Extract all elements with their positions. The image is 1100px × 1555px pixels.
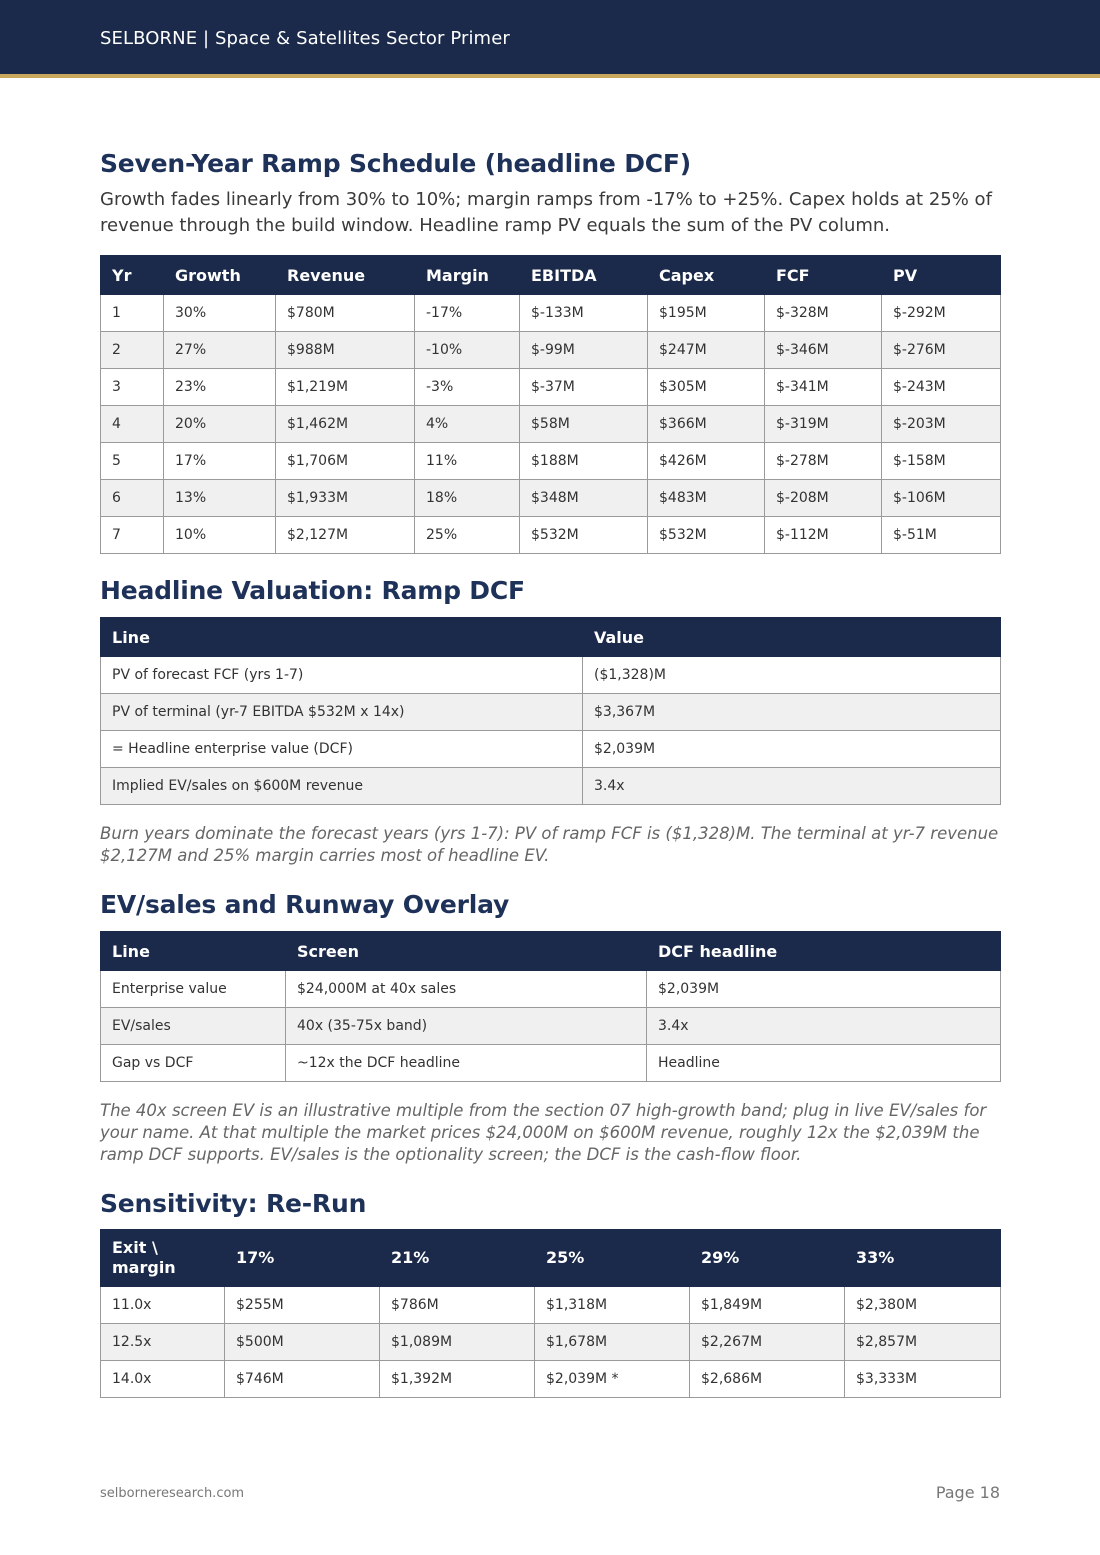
column-header: Yr <box>101 256 164 295</box>
table-cell: $1,089M <box>380 1324 535 1361</box>
column-header: Capex <box>648 256 765 295</box>
sensitivity-section-title: Sensitivity: Re-Run <box>100 1189 367 1218</box>
table-cell: $-328M <box>765 295 882 332</box>
table-row <box>101 768 1001 805</box>
header-title: SELBORNE | Space & Satellites Sector Primer <box>100 28 510 49</box>
table-cell: 12.5x <box>101 1324 225 1361</box>
table-cell: 6 <box>101 480 164 517</box>
table-cell: 4 <box>101 406 164 443</box>
table-header-row <box>101 932 1001 971</box>
table-row <box>101 1361 1001 1398</box>
table-cell: $-243M <box>882 369 1001 406</box>
column-header: Line <box>101 618 583 657</box>
table-cell: $532M <box>520 517 648 554</box>
table-cell: $-276M <box>882 332 1001 369</box>
table-cell: $-292M <box>882 295 1001 332</box>
column-header: Margin <box>415 256 520 295</box>
table-cell: 20% <box>164 406 276 443</box>
table-cell: 11.0x <box>101 1287 225 1324</box>
headline-note: Burn years dominate the forecast years (yrs 1-7): PV of ramp FCF is ($1,328)M. The terminal at yr-7 revenue $2,127M and 25% margin carries most of headline EV. <box>100 824 999 865</box>
table-row <box>101 295 1001 332</box>
table-cell: $348M <box>520 480 648 517</box>
table-cell: 3 <box>101 369 164 406</box>
table-row <box>101 406 1001 443</box>
table-cell: $2,686M <box>690 1361 845 1398</box>
table-cell: $188M <box>520 443 648 480</box>
table-cell: $-112M <box>765 517 882 554</box>
table-cell: $1,849M <box>690 1287 845 1324</box>
table-cell: Headline <box>647 1045 1001 1082</box>
table-cell: $1,392M <box>380 1361 535 1398</box>
table-cell: EV/sales <box>101 1008 286 1045</box>
table-cell: Gap vs DCF <box>101 1045 286 1082</box>
table-cell: $-51M <box>882 517 1001 554</box>
table-row <box>101 517 1001 554</box>
column-header: Screen <box>286 932 647 971</box>
column-header: FCF <box>765 256 882 295</box>
column-header: 25% <box>535 1230 690 1287</box>
overlay-section-title: EV/sales and Runway Overlay <box>100 890 510 919</box>
table-cell: $483M <box>648 480 765 517</box>
table-cell: $988M <box>276 332 415 369</box>
table-cell: $2,857M <box>845 1324 1001 1361</box>
ramp-intro: Growth fades linearly from 30% to 10%; margin ramps from -17% to +25%. Capex holds at 25% of revenue through the build window. Headline ramp PV equals the sum of the PV column. <box>100 189 992 236</box>
table-cell: $426M <box>648 443 765 480</box>
table-cell: $2,039M <box>583 731 1001 768</box>
table-cell: $-208M <box>765 480 882 517</box>
table-cell: Implied EV/sales on $600M revenue <box>101 768 583 805</box>
table-cell: 40x (35-75x band) <box>286 1008 647 1045</box>
table-cell: ~12x the DCF headline <box>286 1045 647 1082</box>
table-cell: $3,367M <box>583 694 1001 731</box>
table-cell: $2,380M <box>845 1287 1001 1324</box>
table-cell: $-203M <box>882 406 1001 443</box>
table-row <box>101 480 1001 517</box>
table-cell: 14.0x <box>101 1361 225 1398</box>
table-row <box>101 369 1001 406</box>
table-row <box>101 657 1001 694</box>
table-cell: $3,333M <box>845 1361 1001 1398</box>
table-row <box>101 332 1001 369</box>
table-cell: 13% <box>164 480 276 517</box>
table-cell: $366M <box>648 406 765 443</box>
table-cell: $-99M <box>520 332 648 369</box>
column-header: DCF headline <box>647 932 1001 971</box>
table-cell: = Headline enterprise value (DCF) <box>101 731 583 768</box>
page-number: Page 18 <box>935 1483 1000 1502</box>
table-cell: $305M <box>648 369 765 406</box>
footer-url: selborneresearch.com <box>100 1486 245 1501</box>
table-cell: 7 <box>101 517 164 554</box>
ramp-table <box>100 255 1001 554</box>
table-cell: $-133M <box>520 295 648 332</box>
table-header-row <box>101 256 1001 295</box>
column-header: 33% <box>845 1230 1001 1287</box>
table-row <box>101 731 1001 768</box>
table-cell: 1 <box>101 295 164 332</box>
table-row <box>101 1324 1001 1361</box>
table-cell: $2,039M * <box>535 1361 690 1398</box>
table-cell: $58M <box>520 406 648 443</box>
column-header: Exit \ margin <box>101 1230 225 1287</box>
overlay-table <box>100 931 1001 1082</box>
table-cell: 3.4x <box>647 1008 1001 1045</box>
table-cell: ($1,328)M <box>583 657 1001 694</box>
table-cell: 23% <box>164 369 276 406</box>
table-cell: -10% <box>415 332 520 369</box>
table-cell: 25% <box>415 517 520 554</box>
table-cell: $-319M <box>765 406 882 443</box>
page-content <box>100 148 1000 1398</box>
table-cell: -17% <box>415 295 520 332</box>
table-cell: 3.4x <box>583 768 1001 805</box>
table-row <box>101 443 1001 480</box>
table-cell: $786M <box>380 1287 535 1324</box>
headline-table <box>100 617 1001 805</box>
table-row <box>101 971 1001 1008</box>
table-cell: $2,039M <box>647 971 1001 1008</box>
table-row <box>101 694 1001 731</box>
table-row <box>101 1287 1001 1324</box>
table-cell: $1,933M <box>276 480 415 517</box>
table-cell: $1,318M <box>535 1287 690 1324</box>
table-cell: 30% <box>164 295 276 332</box>
table-cell: $-278M <box>765 443 882 480</box>
table-header-row <box>101 1230 1001 1287</box>
table-cell: $1,706M <box>276 443 415 480</box>
table-row <box>101 1045 1001 1082</box>
table-cell: $-158M <box>882 443 1001 480</box>
table-row <box>101 1008 1001 1045</box>
table-cell: $-341M <box>765 369 882 406</box>
table-cell: $2,127M <box>276 517 415 554</box>
table-cell: $-106M <box>882 480 1001 517</box>
table-cell: 4% <box>415 406 520 443</box>
column-header: 29% <box>690 1230 845 1287</box>
table-cell: $780M <box>276 295 415 332</box>
table-cell: $-37M <box>520 369 648 406</box>
table-cell: $500M <box>225 1324 380 1361</box>
sensitivity-table <box>100 1229 1001 1398</box>
table-cell: PV of terminal (yr-7 EBITDA $532M x 14x) <box>101 694 583 731</box>
headline-section-title: Headline Valuation: Ramp DCF <box>100 576 525 605</box>
table-cell: $-346M <box>765 332 882 369</box>
table-cell: 17% <box>164 443 276 480</box>
table-cell: $1,219M <box>276 369 415 406</box>
table-cell: $532M <box>648 517 765 554</box>
column-header: Revenue <box>276 256 415 295</box>
column-header: 21% <box>380 1230 535 1287</box>
table-cell: $255M <box>225 1287 380 1324</box>
table-cell: $746M <box>225 1361 380 1398</box>
overlay-note: The 40x screen EV is an illustrative multiple from the section 07 high-growth band; plug in live EV/sales for your name. At that multiple the market prices $24,000M on $600M revenue, roughly 12x the $2,039M the ramp DCF supports. EV/sales is the optionality screen; the DCF is the cash-flow floor. <box>100 1101 987 1164</box>
table-cell: PV of forecast FCF (yrs 1-7) <box>101 657 583 694</box>
column-header: 17% <box>225 1230 380 1287</box>
column-header: PV <box>882 256 1001 295</box>
page-header <box>0 0 1100 78</box>
table-cell: $247M <box>648 332 765 369</box>
table-cell: $2,267M <box>690 1324 845 1361</box>
column-header: Growth <box>164 256 276 295</box>
table-cell: 10% <box>164 517 276 554</box>
table-cell: $195M <box>648 295 765 332</box>
table-cell: 5 <box>101 443 164 480</box>
table-cell: 11% <box>415 443 520 480</box>
table-cell: 2 <box>101 332 164 369</box>
table-cell: 27% <box>164 332 276 369</box>
column-header: Value <box>583 618 1001 657</box>
table-header-row <box>101 618 1001 657</box>
column-header: Line <box>101 932 286 971</box>
table-cell: 18% <box>415 480 520 517</box>
ramp-section-title: Seven-Year Ramp Schedule (headline DCF) <box>100 149 691 178</box>
table-cell: $24,000M at 40x sales <box>286 971 647 1008</box>
table-cell: -3% <box>415 369 520 406</box>
column-header: EBITDA <box>520 256 648 295</box>
table-cell: Enterprise value <box>101 971 286 1008</box>
table-cell: $1,678M <box>535 1324 690 1361</box>
table-cell: $1,462M <box>276 406 415 443</box>
